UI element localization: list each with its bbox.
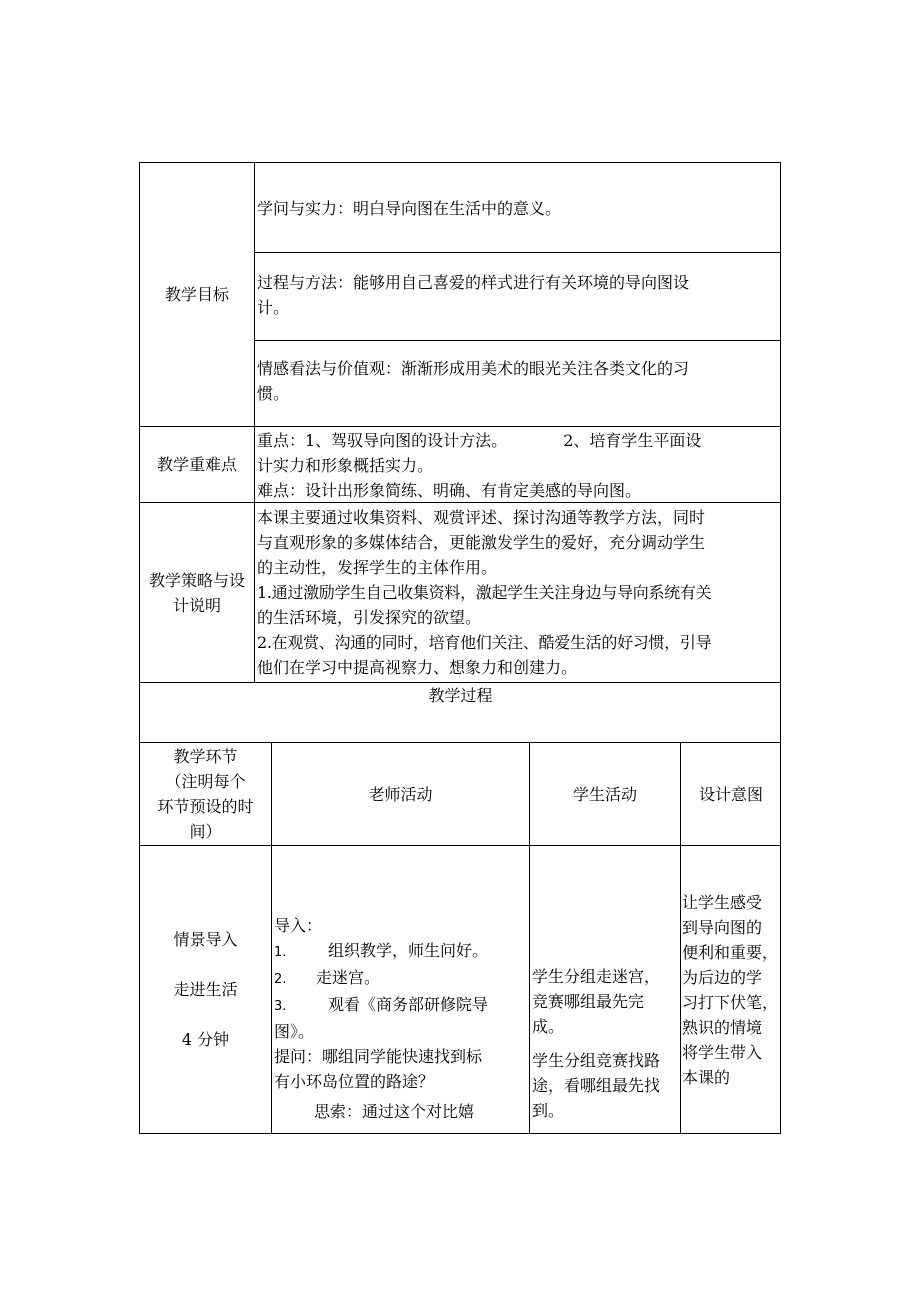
process-title: 教学过程	[428, 686, 493, 705]
intent-line: 熟识的情境	[682, 1018, 763, 1037]
strategy-line: 2.在观赏、沟通的同时，培育他们关注、酷爱生活的好习惯，引导	[257, 633, 712, 652]
stage-header-cell	[140, 743, 272, 846]
intent-cell	[681, 846, 781, 1133]
teacher-intro: 导入：	[274, 916, 323, 935]
objective-emotion-line: 惯。	[257, 384, 290, 403]
objective-emotion-line: 情感看法与价值观：渐渐形成用美术的眼光关注各类文化的习	[257, 359, 690, 378]
teacher-step	[274, 992, 529, 1019]
keypoints-label-cell	[140, 427, 255, 503]
teacher-think: 思索：通过这个对比嬉	[314, 1102, 475, 1121]
student-activity-line: 成。	[532, 1017, 565, 1036]
student-header-cell	[530, 743, 681, 846]
stage-duration: 4 分钟	[181, 1030, 230, 1049]
student-activity-line: 学生分组走迷宫，	[532, 967, 661, 986]
intent-header: 设计意图	[698, 784, 763, 804]
stage-header-line: （注明每个	[165, 772, 246, 791]
teacher-step	[274, 938, 529, 965]
process-title-cell	[140, 683, 781, 743]
intent-line: 本课的	[682, 1068, 731, 1087]
student-activity-line: 学生分组竞赛找路	[532, 1051, 661, 1070]
student-header: 学生活动	[572, 784, 637, 804]
objective-emotion-cell	[255, 341, 781, 427]
step-text: 组织教学，师生问好。	[328, 941, 489, 960]
intent-line: 将学生带入	[682, 1043, 763, 1062]
strategy-label-cell	[140, 503, 255, 683]
strategy-line: 本课主要通过收集资料、观赏评述、探讨沟通等教学方法，同时	[257, 508, 706, 527]
strategy-label-line: 计说明	[172, 595, 221, 615]
intent-line: 习打下伏笔，	[682, 993, 779, 1012]
strategy-line: 的生活环境，引发探究的欲望。	[257, 608, 482, 627]
teacher-header: 老师活动	[368, 784, 433, 804]
stage-name: 情景导入	[173, 930, 238, 949]
teacher-question: 提问：哪组同学能快速找到标	[274, 1047, 483, 1066]
intent-line: 到导向图的	[682, 918, 763, 937]
objective-process-cell	[255, 253, 781, 341]
step-text: 观看《商务部研修院导	[328, 995, 489, 1014]
step-number: 3.	[274, 999, 287, 1014]
keypoint-difficulty: 难点：设计出形象简练、明确、有肯定美感的导向图。	[257, 481, 642, 500]
student-activity-line: 到。	[532, 1101, 565, 1120]
teacher-question: 有小环岛位置的路途？	[274, 1072, 435, 1091]
keypoint-line: 计实力和形象概括实力。	[257, 456, 434, 475]
keypoints-label: 教学重难点	[156, 455, 237, 474]
student-activity-line: 途，看哪组最先找	[532, 1076, 661, 1095]
objectives-label-cell	[140, 163, 255, 427]
intent-line: 让学生感受	[682, 893, 763, 912]
keypoint-line	[257, 428, 779, 453]
teacher-step	[274, 965, 529, 992]
stage-header-line: 环节预设的时	[157, 797, 254, 816]
teacher-activity-cell	[272, 846, 530, 1133]
step-text: 走迷宫。	[316, 968, 381, 987]
teacher-step-cont: 图》。	[274, 1022, 315, 1041]
objectives-label: 教学目标	[164, 285, 229, 304]
step-number: 1.	[274, 945, 287, 960]
objective-process-line: 计。	[257, 298, 290, 317]
strategy-line: 1.通过激励学生自己收集资料，激起学生关注身边与导向系统有关	[257, 583, 712, 602]
student-activity-cell	[530, 846, 681, 1133]
strategy-line: 他们在学习中提高视察力、想象力和创建力。	[257, 658, 578, 677]
objective-knowledge-cell	[255, 163, 781, 253]
keypoint-focus: 重点：1、驾驭导向图的设计方法。	[257, 431, 508, 450]
step-number: 2.	[274, 972, 287, 987]
objective-process-line: 过程与方法：能够用自己喜爱的样式进行有关环境的导向图设	[257, 273, 690, 292]
keypoint-focus-2: 2、培育学生平面设	[563, 431, 702, 450]
lesson-plan-table	[139, 162, 781, 1134]
strategy-line: 的主动性，发挥学生的主体作用。	[257, 558, 498, 577]
intent-line: 便利和重要，	[682, 943, 779, 962]
stage-subtitle: 走进生活	[173, 980, 238, 999]
strategy-cell	[255, 503, 781, 683]
strategy-label-line: 教学策略与设	[148, 570, 245, 590]
intent-line: 为后边的学	[682, 968, 763, 987]
stage-header-line: 教学环节	[173, 747, 238, 766]
keypoints-cell	[255, 427, 781, 503]
student-activity-line: 竞赛哪组最先完	[532, 992, 645, 1011]
stage-cell	[140, 846, 272, 1133]
teacher-header-cell	[272, 743, 530, 846]
strategy-line: 与直观形象的多媒体结合，更能激发学生的爱好，充分调动学生	[257, 533, 706, 552]
objective-knowledge: 学问与实力：明白导向图在生活中的意义。	[257, 199, 562, 218]
stage-header-line: 间）	[189, 822, 222, 841]
intent-header-cell	[681, 743, 781, 846]
